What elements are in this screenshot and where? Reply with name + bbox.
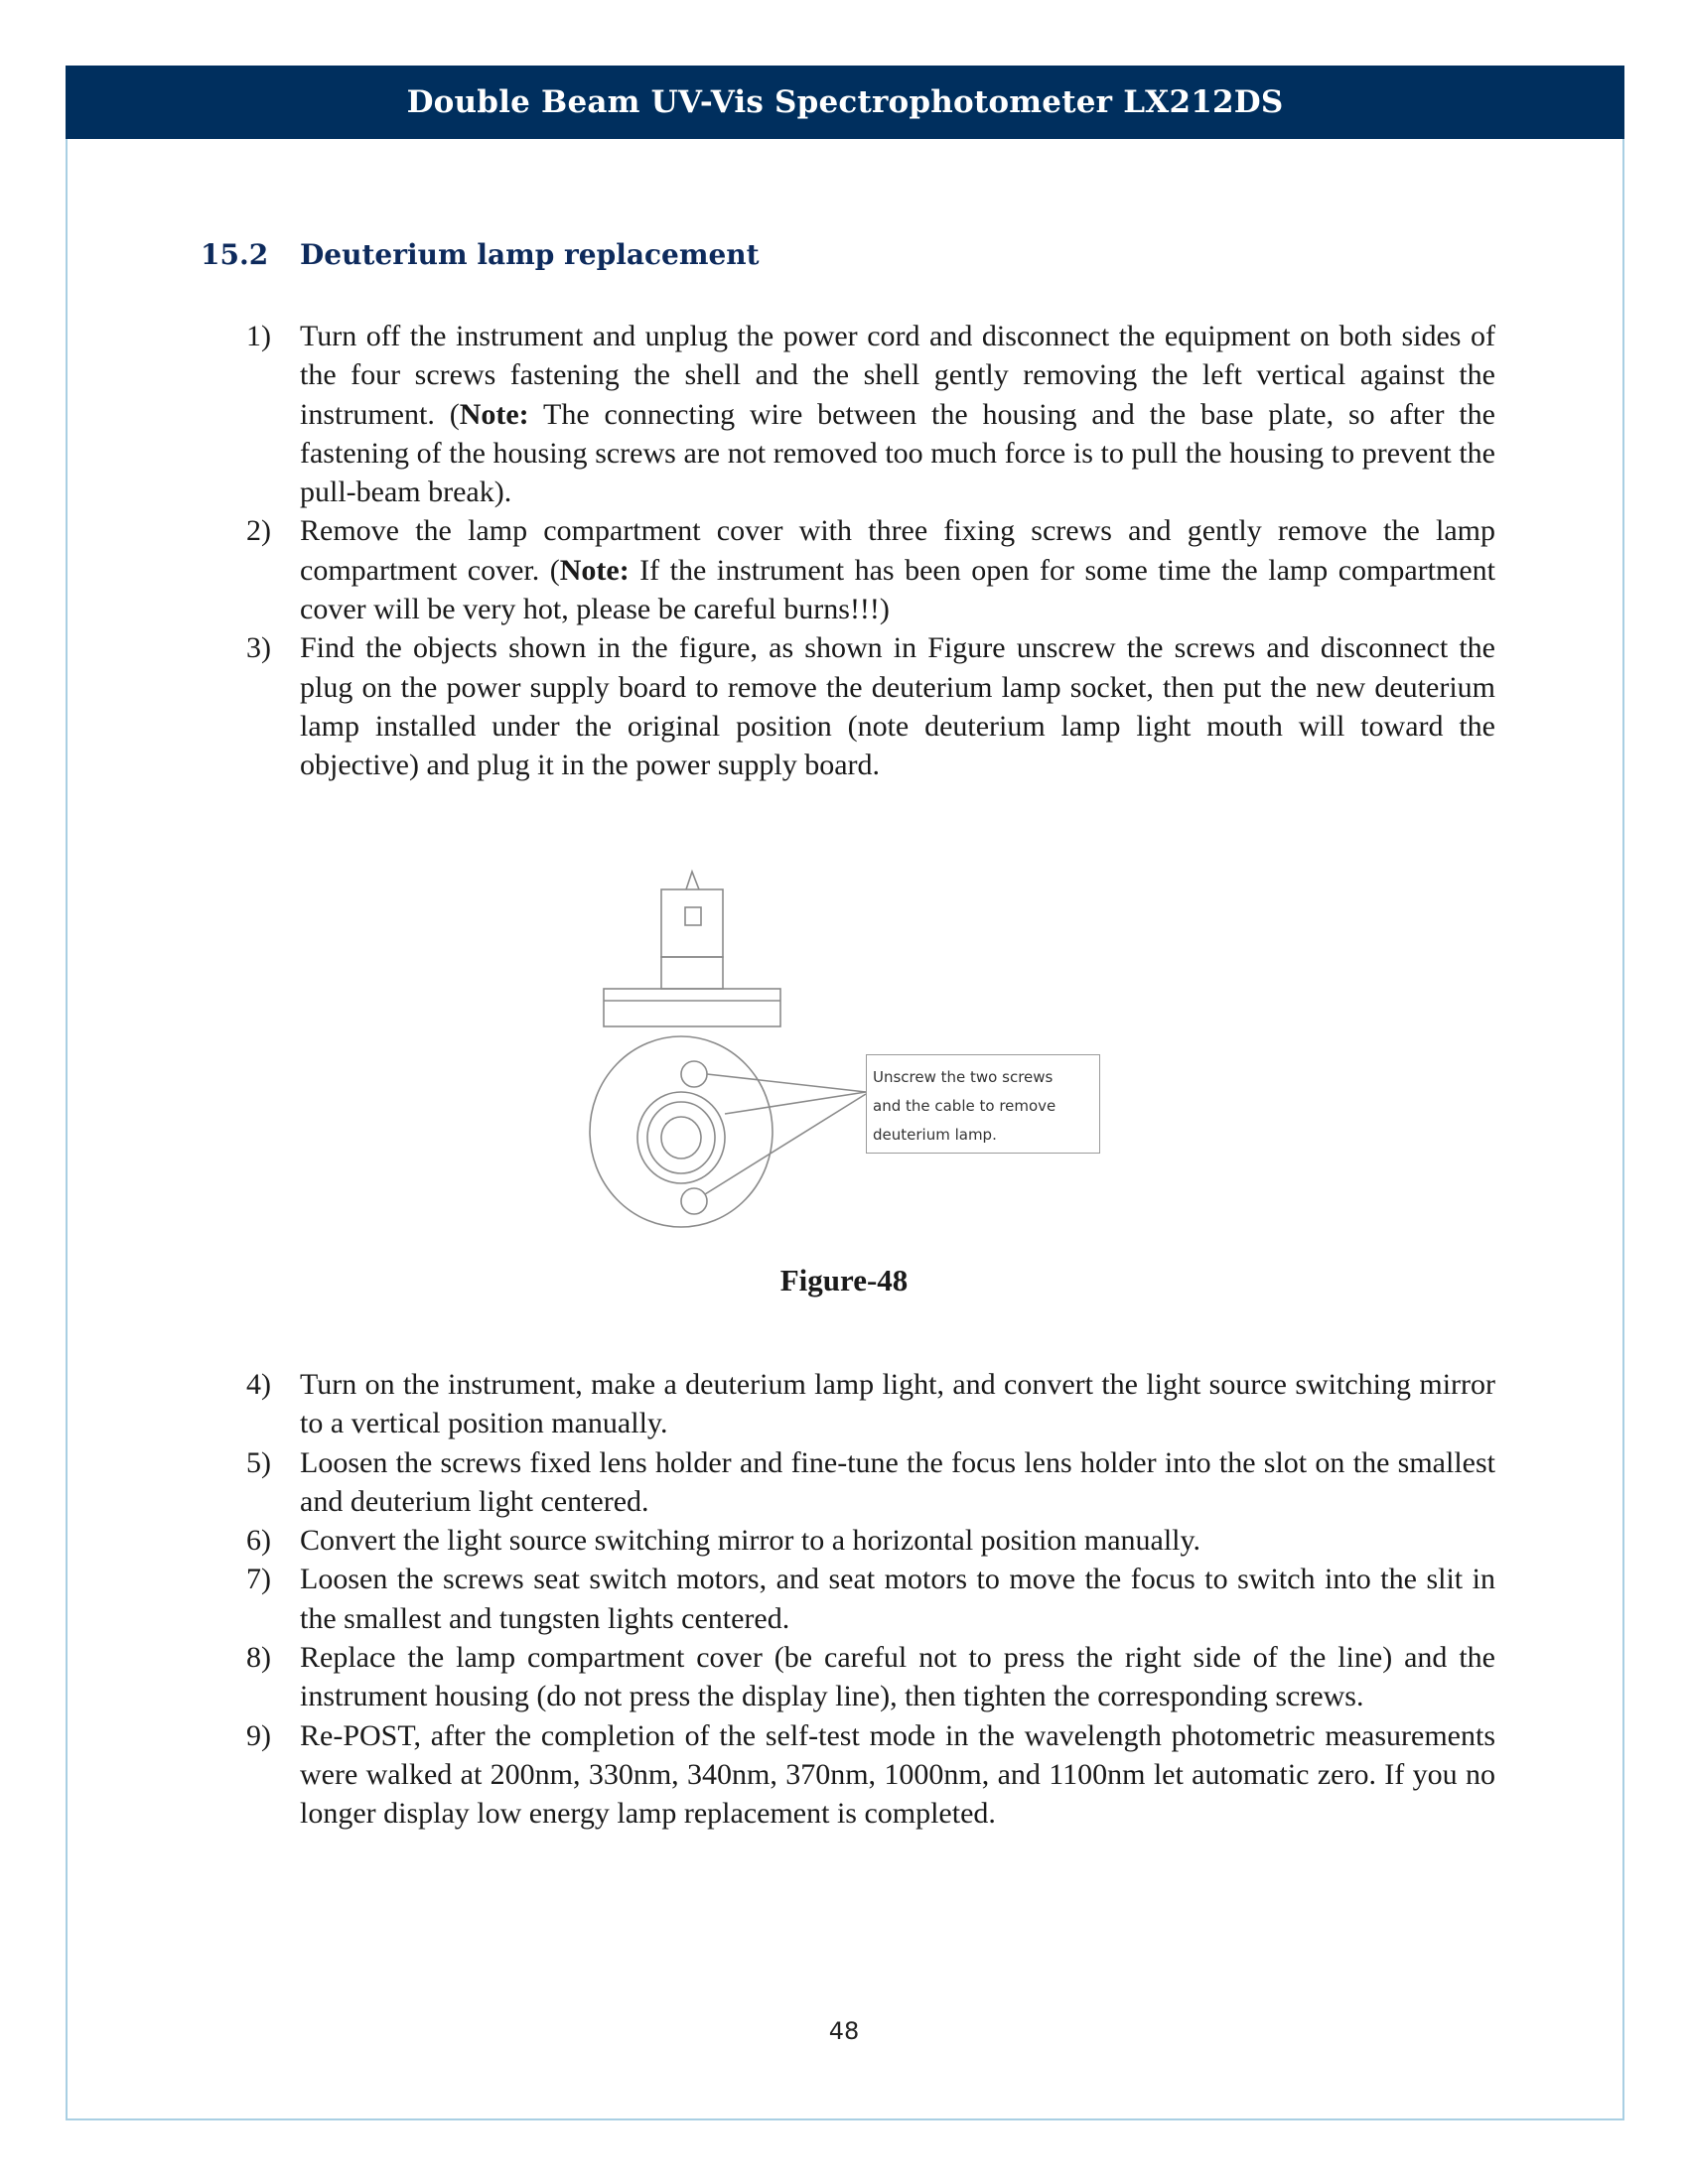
step-text: Replace the lamp compartment cover (be careful not to press the right side of the line) and the instrument housing (do not press the display line), then tighten the corresponding screws.	[300, 1641, 1495, 1713]
step-8	[246, 1638, 1495, 1716]
document-title: Double Beam UV-Vis Spectrophotometer LX212DS	[406, 84, 1284, 120]
step-text: Turn on the instrument, make a deuterium lamp light, and convert the light source switching mirror to a vertical position manually.	[300, 1368, 1495, 1440]
callout-line: and the cable to remove	[873, 1097, 1056, 1115]
step-number: 5)	[246, 1445, 271, 1479]
step-text-continued: If the instrument has been open for some time the lamp compartment cover will be very hot, please be careful burns!!!)	[300, 553, 1495, 626]
step-9	[246, 1716, 1495, 1834]
step-text-continued: The connecting wire between the housing and the base plate, so after the fastening of the housing screws are not removed too much force is to pull the housing to prevent the pull-beam break).	[300, 397, 1495, 509]
step-text: Find the objects shown in the figure, as shown in Figure unscrew the screws and disconnect the plug on the power supply board to remove the deuterium lamp socket, then put the new deuterium lamp installed under the original position (note deuterium lamp light mouth will toward the objective) and plug it in the power supply board.	[300, 631, 1495, 782]
step-1	[246, 317, 1495, 511]
callout-line: deuterium lamp.	[873, 1126, 997, 1144]
section-title: Deuterium lamp replacement	[300, 238, 760, 271]
steps-list-part-1	[246, 317, 1495, 785]
step-number: 7)	[246, 1563, 271, 1596]
step-5	[246, 1443, 1495, 1522]
socket-inner-ring	[661, 1117, 701, 1159]
step-number: 6)	[246, 1524, 271, 1558]
step-2	[246, 511, 1495, 628]
step-number: 2)	[246, 514, 271, 548]
step-text: Convert the light source switching mirror to a horizontal position manually.	[300, 1524, 1201, 1558]
step-7	[246, 1560, 1495, 1638]
step-number: 3)	[246, 631, 271, 665]
lamp-neck	[661, 957, 723, 989]
leader-line-top	[707, 1074, 866, 1092]
section-heading	[201, 238, 760, 271]
lamp-bulb	[661, 889, 723, 957]
lamp-tip	[686, 872, 699, 889]
step-number: 1)	[246, 320, 271, 352]
lamp-base-plate	[604, 989, 780, 1026]
step-number: 4)	[246, 1368, 271, 1401]
step-text: Turn off the instrument and unplug the power cord and disconnect the equipment on both sides of the four screws fastening the shell and the shell gently removing the left vertical against the instrument. (	[300, 320, 1495, 431]
screw-top	[681, 1061, 707, 1087]
steps-list-part-2	[246, 1365, 1495, 1834]
deuterium-lamp-diagram	[576, 854, 1112, 1241]
section-number: 15.2	[201, 238, 269, 271]
step-3	[246, 628, 1495, 784]
step-text: Loosen the screws seat switch motors, and seat motors to move the focus to switch into the slit in the smallest and tungsten lights centered.	[300, 1563, 1495, 1635]
note-label: Note:	[559, 553, 630, 587]
leader-line-middle	[725, 1092, 866, 1114]
note-label: Note:	[459, 397, 529, 431]
step-number: 9)	[246, 1718, 271, 1752]
figure-caption: Figure-48	[779, 1263, 909, 1297]
step-text: Remove the lamp compartment cover with three fixing screws and gently remove the lamp compartment cover. (	[300, 514, 1495, 587]
callout-line: Unscrew the two screws	[873, 1068, 1054, 1086]
step-text: Re-POST, after the completion of the self-test mode in the wavelength photometric measurements were walked at 200nm, 330nm, 340nm, 370nm, 1000nm, and 1100nm let automatic zero. If you no longer display low energy lamp replacement is completed.	[300, 1718, 1495, 1831]
screw-bottom	[681, 1188, 707, 1214]
page-number: 48	[828, 2017, 860, 2045]
lamp-window	[685, 907, 701, 925]
step-number: 8)	[246, 1641, 271, 1675]
leader-line-bottom	[705, 1094, 866, 1194]
figure-callout	[866, 1054, 1100, 1154]
header-bar	[66, 66, 1624, 139]
step-text: Loosen the screws fixed lens holder and fine-tune the focus lens holder into the slot on the smallest and deuterium light centered.	[300, 1445, 1495, 1518]
step-4	[246, 1365, 1495, 1443]
socket-outer-ring	[637, 1092, 725, 1183]
socket-middle-ring	[647, 1102, 715, 1173]
step-6	[246, 1521, 1495, 1560]
